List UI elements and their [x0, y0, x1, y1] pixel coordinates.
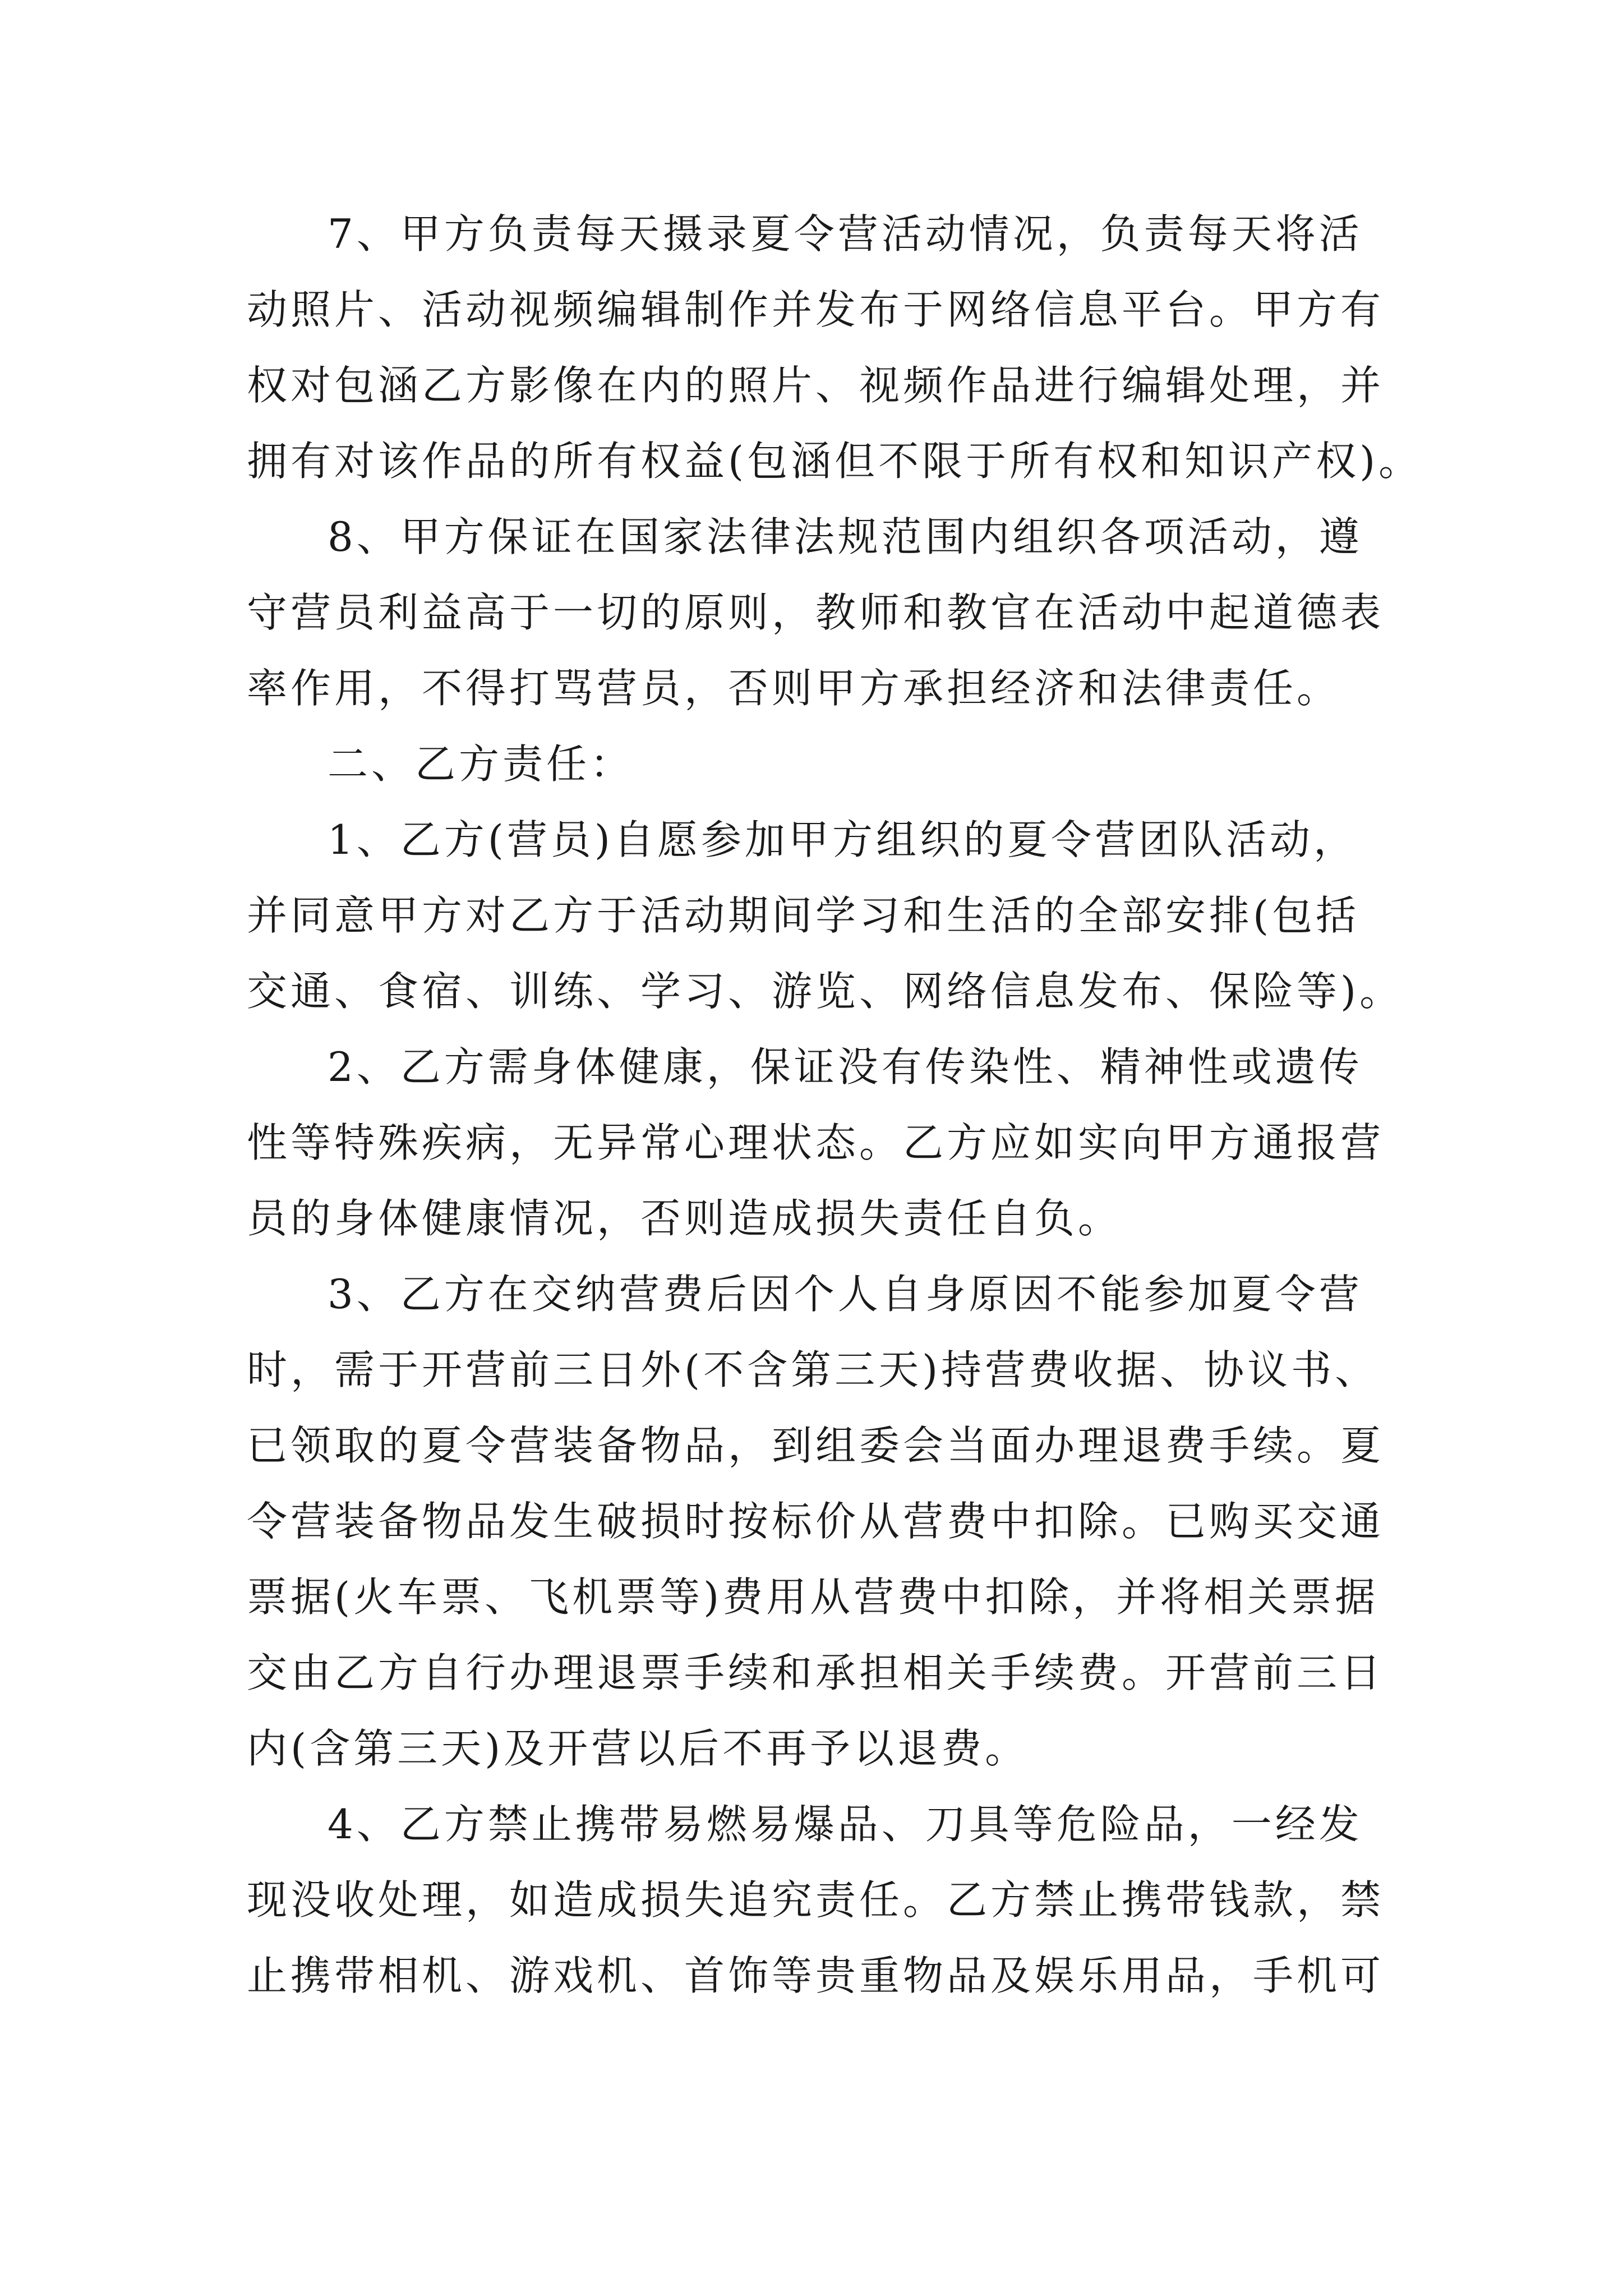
text-line: 现没收处理，如造成损失追究责任。乙方禁止携带钱款，禁	[247, 1876, 1385, 1924]
text-line: 交由乙方自行办理退票手续和承担相关手续费。开营前三日	[247, 1649, 1385, 1696]
text-line: 已领取的夏令营装备物品，到组委会当面办理退费手续。夏	[247, 1422, 1385, 1469]
text-line: 守营员利益高于一切的原则，教师和教官在活动中起道德表	[247, 589, 1385, 636]
text-line: 8、甲方保证在国家法律法规范围内组织各项活动，遵	[328, 513, 1363, 560]
text-line: 2、乙方需身体健康，保证没有传染性、精神性或遗传	[328, 1043, 1363, 1091]
text-line: 1、乙方(营员)自愿参加甲方组织的夏令营团队活动，	[328, 816, 1357, 863]
text-line: 止携带相机、游戏机、首饰等贵重物品及娱乐用品，手机可	[247, 1952, 1385, 1999]
text-line: 性等特殊疾病，无异常心理状态。乙方应如实向甲方通报营	[247, 1119, 1385, 1166]
body-text	[247, 196, 1423, 2014]
text-line: 拥有对该作品的所有权益(包涵但不限于所有权和知识产权)。	[247, 438, 1423, 485]
text-line: 时，需于开营前三日外(不含第三天)持营费收据、协议书、	[247, 1346, 1379, 1393]
text-line: 交通、食宿、训练、学习、游览、网络信息发布、保险等)。	[247, 968, 1404, 1015]
text-line: 3、乙方在交纳营费后因个人自身原因不能参加夏令营	[328, 1271, 1363, 1318]
text-line: 动照片、活动视频编辑制作并发布于网络信息平台。甲方有	[247, 286, 1385, 333]
text-line: 7、甲方负责每天摄录夏令营活动情况，负责每天将活	[328, 210, 1363, 257]
text-line: 4、乙方禁止携带易燃易爆品、刀具等危险品，一经发	[328, 1801, 1363, 1848]
text-line: 员的身体健康情况，否则造成损失责任自负。	[247, 1195, 1122, 1242]
text-line: 率作用，不得打骂营员，否则甲方承担经济和法律责任。	[247, 665, 1341, 712]
text-line: 票据(火车票、飞机票等)费用从营费中扣除，并将相关票据	[247, 1573, 1379, 1621]
text-line: 并同意甲方对乙方于活动期间学习和生活的全部安排(包括	[247, 892, 1360, 939]
text-line: 权对包涵乙方影像在内的照片、视频作品进行编辑处理，并	[247, 362, 1385, 409]
text-line: 令营装备物品发生破损时按标价从营费中扣除。已购买交通	[247, 1498, 1385, 1545]
text-line: 二、乙方责任：	[328, 740, 634, 788]
text-line: 内(含第三天)及开营以后不再予以退费。	[247, 1725, 1029, 1772]
